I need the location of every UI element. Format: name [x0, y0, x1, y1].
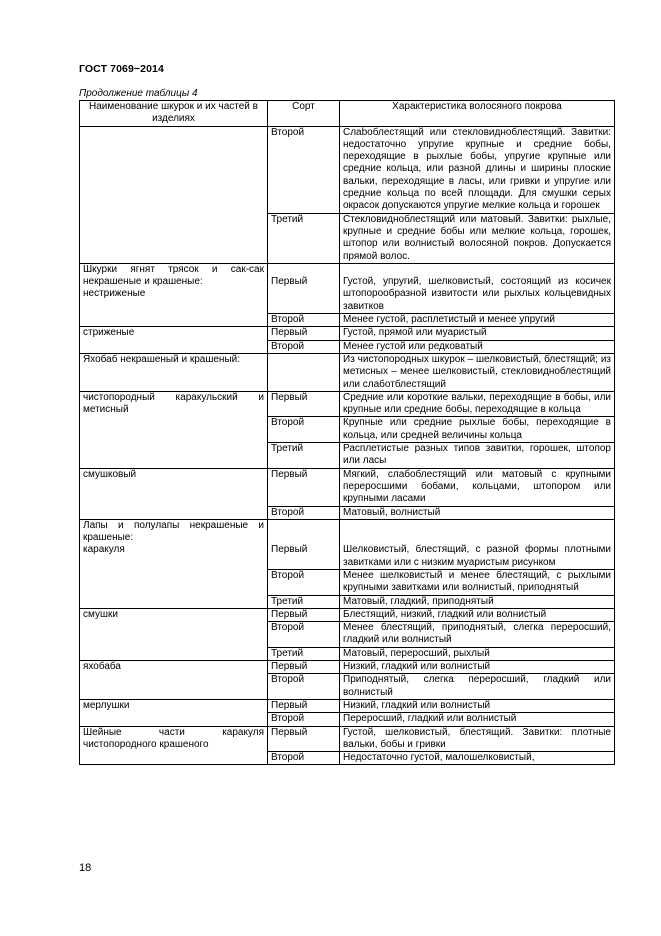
table-row: [80, 353, 615, 391]
cell-characteristic: Матовый, гладкий, приподнятый: [340, 595, 615, 608]
cell-characteristic: Крупные или средние рыхлые бобы, переходящие в кольца, или средней величины кольца: [340, 417, 615, 443]
cell-sort: Первый: [268, 519, 340, 569]
cell-name: смушковый: [80, 468, 268, 519]
cell-characteristic: Переросший, гладкий или волнистый: [340, 713, 615, 726]
cell-sort: Второй: [268, 569, 340, 595]
cell-sort: Третий: [268, 213, 340, 263]
table-row: [80, 391, 615, 417]
cell-sort: Первый: [268, 699, 340, 712]
cell-characteristic: Стекловидноблестящий или матовый. Завитки: рыхлые, крупные и средние бобы или мелкие кольца, горошек, штопор или волнистый волосяной покров. Допускается прямой волос.: [340, 213, 615, 263]
page-number: 18: [79, 862, 92, 874]
cell-characteristic: Менее густой, расплетистый и менее упругий: [340, 314, 615, 327]
cell-sort: Первый: [268, 661, 340, 674]
table-row: [80, 263, 615, 313]
cell-characteristic: Низкий, гладкий или волнистый: [340, 699, 615, 712]
cell-characteristic: Расплетистые разных типов завитки, горошек, штопор или ласы: [340, 443, 615, 469]
cell-sort: Первый: [268, 391, 340, 417]
column-header-characteristic: Характеристика волосяного покрова: [340, 101, 615, 127]
table-row: [80, 661, 615, 674]
cell-sort: Первый: [268, 726, 340, 752]
cell-sort: Второй: [268, 506, 340, 519]
cell-characteristic: Средние или короткие вальки, переходящие в бобы, или крупные или средние бобы, переходящие в кольца: [340, 391, 615, 417]
cell-characteristic: Матовый, волнистый: [340, 506, 615, 519]
table-row: [80, 327, 615, 340]
cell-characteristic: Мягкий, слабоблестящий или матовый с крупными переросшими бобами, кольцами, штопором или крупными ласами: [340, 468, 615, 506]
column-header-sort: Сорт: [268, 101, 340, 127]
cell-characteristic: Матовый, переросший, рыхлый: [340, 647, 615, 660]
table-row: [80, 519, 615, 569]
table-body: [80, 126, 615, 765]
table-row: [80, 126, 615, 213]
table-header-row: [80, 101, 615, 127]
table-row: [80, 468, 615, 506]
cell-name: Шейные части каракуля чистопородного крашеного: [80, 726, 268, 765]
cell-sort: Первый: [268, 468, 340, 506]
cell-name: смушки: [80, 608, 268, 660]
cell-characteristic: Из чистопородных шкурок – шелковистый, блестящий; из метисных – менее шелковистый, стекловидноблестящий или слаботблестящий: [340, 353, 615, 391]
cell-sort: Второй: [268, 126, 340, 213]
table-row: [80, 726, 615, 752]
cell-characteristic: Густой, упругий, шелковистый, состоящий из косичек штопорообразной извитости или рыхлых кольцевидных завитков: [340, 263, 615, 313]
cell-characteristic: Менее шелковистый и менее блестящий, с рыхлыми крупными завитками или волнистый, приподнятый: [340, 569, 615, 595]
column-header-name: Наименование шкурок и их частей в изделиях: [80, 101, 268, 127]
cell-sort: Первый: [268, 263, 340, 313]
cell-sort: Первый: [268, 608, 340, 621]
cell-sort: Первый: [268, 327, 340, 340]
cell-name: Яхобаб некрашеный и крашеный:: [80, 353, 268, 391]
cell-characteristic: Густой, прямой или муаристый: [340, 327, 615, 340]
cell-sort: Третий: [268, 647, 340, 660]
cell-name: мерлушки: [80, 699, 268, 726]
table-caption: Продолжение таблицы 4: [79, 88, 198, 99]
cell-sort: Второй: [268, 340, 340, 353]
cell-sort: Второй: [268, 713, 340, 726]
table-row: [80, 608, 615, 621]
table-row: [80, 699, 615, 712]
cell-sort: Второй: [268, 314, 340, 327]
document-code: ГОСТ 7069−2014: [79, 63, 164, 75]
cell-characteristic: Блестящий, низкий, гладкий или волнистый: [340, 608, 615, 621]
cell-name: яхобаба: [80, 661, 268, 700]
cell-sort: Второй: [268, 622, 340, 648]
cell-sort: Второй: [268, 417, 340, 443]
cell-characteristic: Слаboблестящий или стекловидноблестящий. Завитки: недостаточно упругие крупные и средние бобы, переходящие в рыхлые бобы, упругие крупные или средние кольца, или разной длины и ширины плоские вальки, переходящие в ласы, или гривки и упругие или средние кольца по всей площади. Для смушки серых окрасок допускаются упругие мелкие кольца и горошек: [340, 126, 615, 213]
cell-name: стриженые: [80, 327, 268, 354]
cell-characteristic: Низкий, гладкий или волнистый: [340, 661, 615, 674]
cell-name: Лапы и полулапы некрашеные и крашеные: каракуля: [80, 519, 268, 608]
cell-sort: Третий: [268, 595, 340, 608]
characteristics-table: [79, 100, 615, 765]
cell-sort: Второй: [268, 752, 340, 765]
cell-sort: Второй: [268, 674, 340, 700]
cell-sort: [268, 353, 340, 391]
cell-characteristic: Густой, шелковистый, блестящий. Завитки: плотные вальки, бобы и гривки: [340, 726, 615, 752]
cell-characteristic: Менее блестящий, приподнятый, слегка переросший, гладкий или волнистый: [340, 622, 615, 648]
cell-characteristic: Приподнятый, слегка переросший, гладкий или волнистый: [340, 674, 615, 700]
cell-characteristic: Недостаточно густой, малошелковистый,: [340, 752, 615, 765]
cell-name: [80, 126, 268, 263]
cell-name: Шкурки ягнят трясок и сак-сак некрашеные и крашеные: нестриженые: [80, 263, 268, 326]
cell-name: чистопородный каракульский и метисный: [80, 391, 268, 468]
cell-sort: Третий: [268, 443, 340, 469]
cell-characteristic: Менее густой или редковатый: [340, 340, 615, 353]
cell-characteristic: Шелковистый, блестящий, с разной формы плотными завитками или с низким муаристым рисунком: [340, 519, 615, 569]
